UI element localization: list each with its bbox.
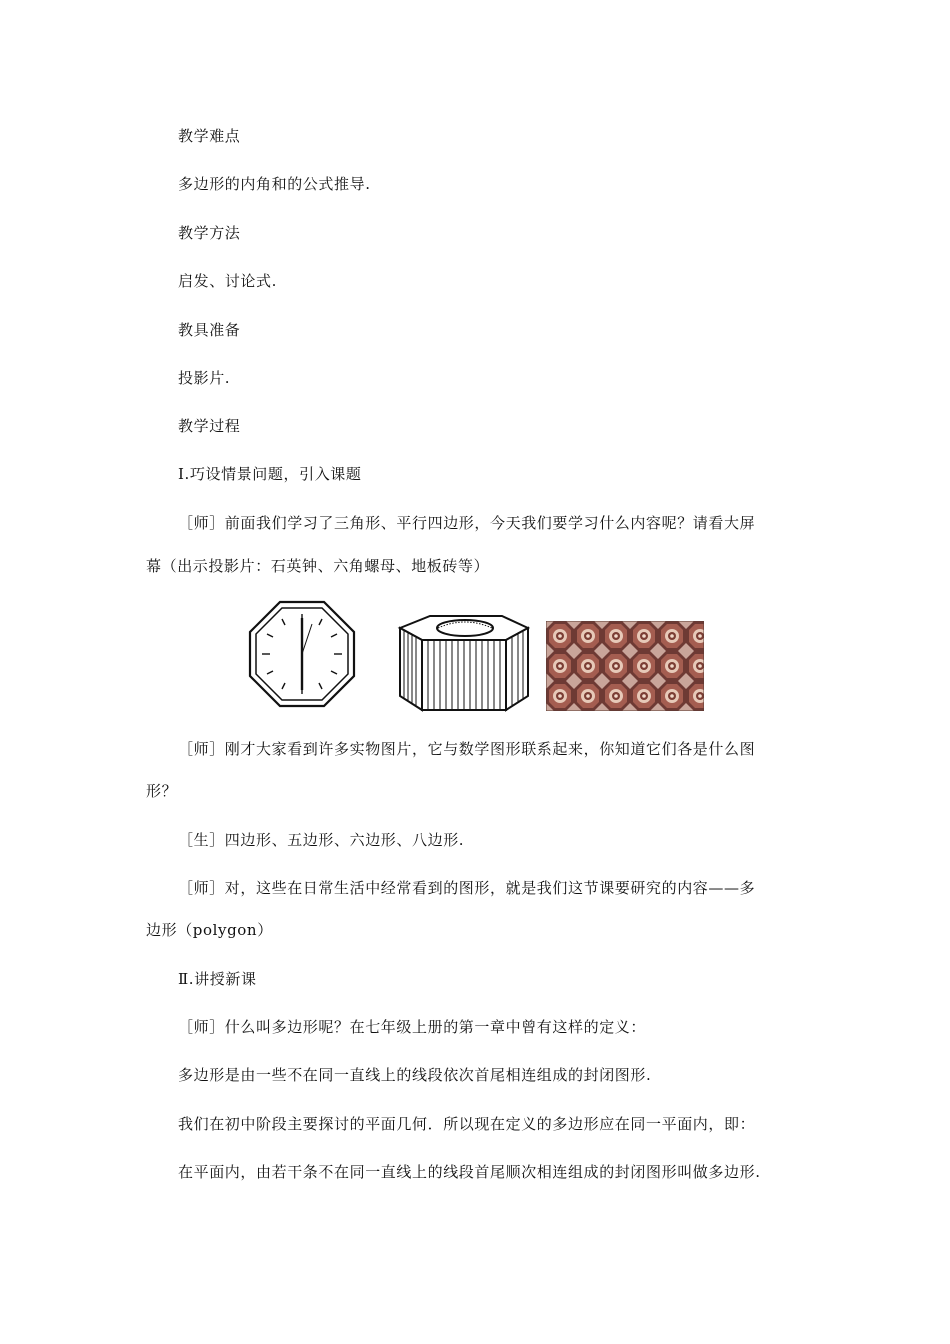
tools-text: 投影片.	[178, 369, 231, 387]
heading-difficulty: 教学难点	[178, 127, 241, 145]
paragraph-3: ［生］四边形、五边形、六边形、八边形.	[178, 831, 465, 849]
paragraph-6: 多边形是由一些不在同一直线上的线段依次首尾相连组成的封闭图形.	[178, 1066, 652, 1084]
heading-method: 教学方法	[178, 224, 241, 242]
paragraph-2-line-1: ［师］刚才大家看到许多实物图片，它与数学图形联系起来，你知道它们各是什么图	[178, 740, 756, 758]
paragraph-7: 我们在初中阶段主要探讨的平面几何．所以现在定义的多边形应在同一平面内，即：	[178, 1115, 756, 1133]
paragraph-1-line-2: 幕（出示投影片：石英钟、六角螺母、地板砖等）	[146, 557, 490, 575]
section-2-title: Ⅱ.讲授新课	[178, 970, 257, 988]
paragraph-1-line-1: ［师］前面我们学习了三角形、平行四边形，今天我们要学习什么内容呢？请看大屏	[178, 514, 756, 532]
difficulty-text: 多边形的内角和的公式推导.	[178, 175, 371, 193]
floor-tile-icon	[546, 621, 704, 711]
heading-tools: 教具准备	[178, 321, 241, 339]
paragraph-5: ［师］什么叫多边形呢？在七年级上册的第一章中曾有这样的定义：	[178, 1018, 647, 1036]
hexagon-nut-icon	[382, 614, 530, 714]
paragraph-4-line-1: ［师］对，这些在日常生活中经常看到的图形，就是我们这节课要研究的内容——多	[178, 879, 756, 897]
figure-row	[240, 600, 720, 720]
heading-process: 教学过程	[178, 417, 241, 435]
paragraph-4-line-2: 边形（polygon）	[146, 921, 273, 939]
paragraph-8: 在平面内，由若干条不在同一直线上的线段首尾顺次相连组成的封闭图形叫做多边形.	[178, 1163, 761, 1181]
method-text: 启发、讨论式.	[178, 272, 277, 290]
octagon-clock-icon	[248, 600, 356, 708]
section-1-title: Ⅰ.巧设情景问题，引入课题	[178, 465, 362, 483]
paragraph-2-line-2: 形？	[146, 782, 178, 800]
